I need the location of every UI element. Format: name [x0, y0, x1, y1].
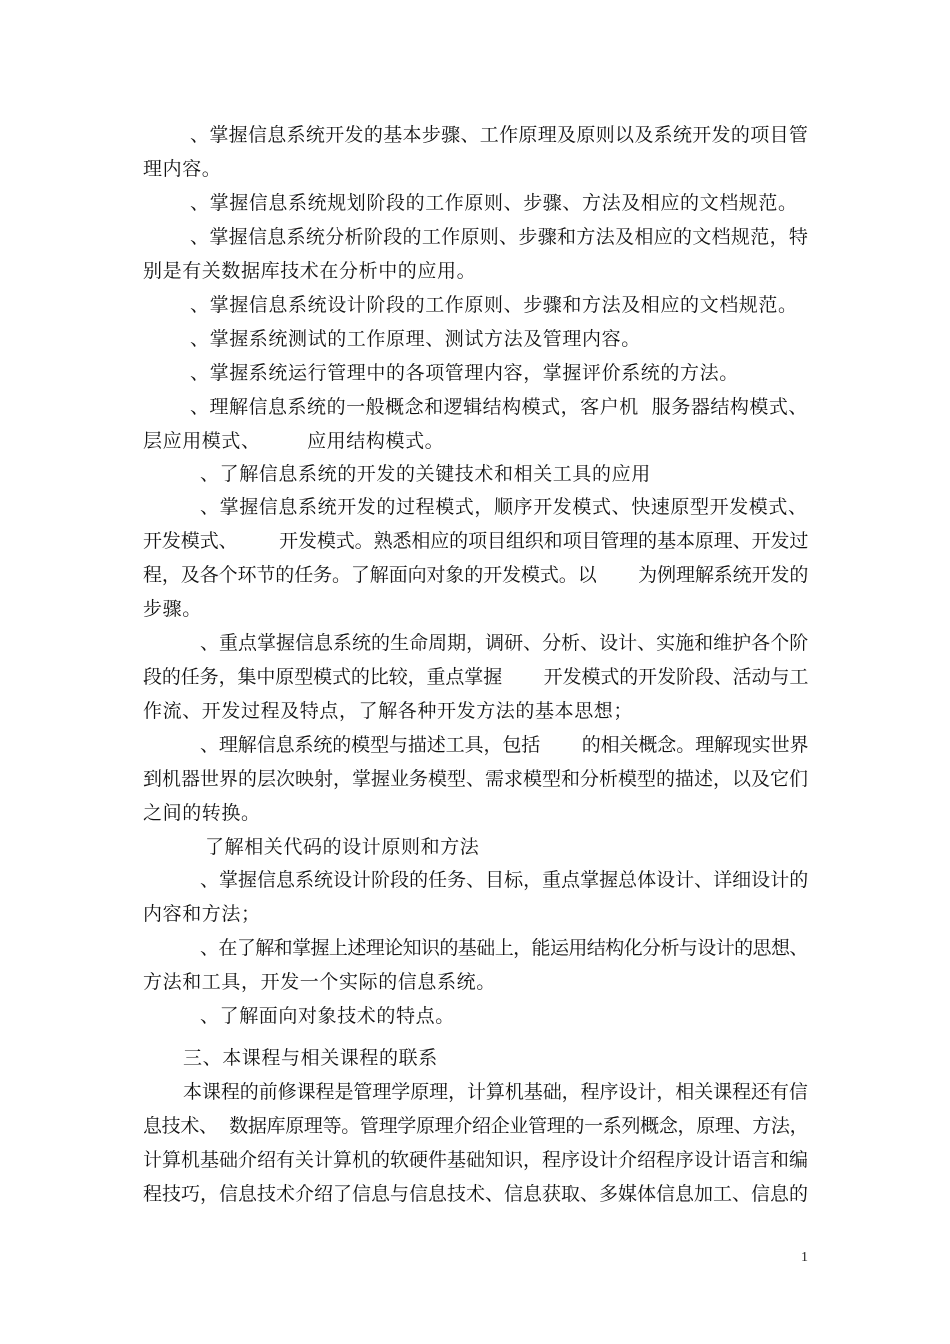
text-line: 步骤。 [143, 598, 202, 620]
text-line: 段的任务，集中原型模式的比较，重点掌握 开发模式的开发阶段、活动与工 [143, 666, 809, 688]
text-line: 、了解面向对象技术的特点。 [200, 1005, 455, 1027]
page-number: 1 [801, 1250, 808, 1265]
text-line: 、重点掌握信息系统的生命周期，调研、分析、设计、实施和维护各个阶 [200, 632, 809, 654]
text-line: 、掌握信息系统分析阶段的工作原则、步骤和方法及相应的文档规范，特 [190, 226, 809, 248]
text-line: 、掌握信息系统规划阶段的工作原则、步骤、方法及相应的文档规范。 [190, 192, 798, 214]
text-line: 理内容。 [143, 158, 222, 180]
text-line: 了解相关代码的设计原则和方法 [205, 836, 480, 858]
text-line: 之间的转换。 [143, 802, 261, 824]
text-line: 程，及各个环节的任务。了解面向对象的开发模式。以 为例理解系统开发的 [143, 564, 809, 586]
text-line: 、掌握系统测试的工作原理、测试方法及管理内容。 [190, 328, 641, 350]
text-line: 息技术、 数据库原理等。管理学原理介绍企业管理的一系列概念，原理、方法， [143, 1115, 809, 1137]
text-line: 计算机基础介绍有关计算机的软硬件基础知识，程序设计介绍程序设计语言和编 [143, 1149, 809, 1171]
text-line: 到机器世界的层次映射，掌握业务模型、需求模型和分析模型的描述，以及它们 [143, 768, 809, 790]
text-line: 、理解信息系统的一般概念和逻辑结构模式，客户机 服务器结构模式、 [190, 396, 808, 418]
text-line: 内容和方法； [143, 903, 261, 925]
text-line: 层应用模式、 应用结构模式。 [143, 430, 445, 452]
text-line: 方法和工具，开发一个实际的信息系统。 [143, 971, 496, 993]
text-line: 、了解信息系统的开发的关键技术和相关工具的应用 [200, 463, 651, 485]
text-line: 程技巧，信息技术介绍了信息与信息技术、信息获取、多媒体信息加工、信息的 [143, 1183, 809, 1205]
text-line: 、掌握信息系统设计阶段的工作原则、步骤和方法及相应的文档规范。 [190, 294, 798, 316]
text-line: 本课程的前修课程是管理学原理，计算机基础，程序设计，相关课程还有信 [183, 1081, 808, 1103]
text-line: 作流、开发过程及特点，了解各种开发方法的基本思想； [143, 700, 634, 722]
text-line: 别是有关数据库技术在分析中的应用。 [143, 260, 477, 282]
text-line: 、掌握信息系统开发的基本步骤、工作原理及原则以及系统开发的项目管 [190, 124, 809, 146]
text-line: 开发模式、 开发模式。熟悉相应的项目组织和项目管理的基本原理、开发过 [143, 530, 809, 552]
text-line: 、在了解和掌握上述理论知识的基础上，能运用结构化分析与设计的思想、 [200, 937, 808, 959]
text-line: 、理解信息系统的模型与描述工具，包括 的相关概念。理解现实世界 [200, 734, 809, 756]
text-line: 、掌握信息系统设计阶段的任务、目标，重点掌握总体设计、详细设计的 [200, 869, 809, 891]
text-line: 三、本课程与相关课程的联系 [183, 1047, 438, 1069]
text-line: 、掌握信息系统开发的过程模式，顺序开发模式、快速原型开发模式、 [200, 496, 808, 518]
text-line: 、掌握系统运行管理中的各项管理内容，掌握评价系统的方法。 [190, 362, 739, 384]
